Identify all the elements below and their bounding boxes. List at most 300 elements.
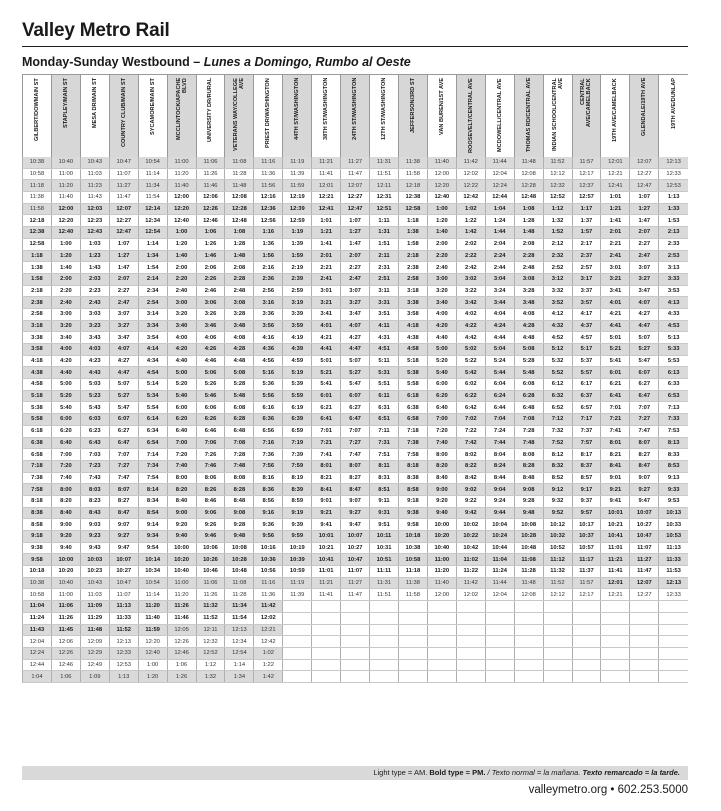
- time-cell: 4:26: [196, 344, 225, 356]
- time-cell: 7:23: [80, 460, 109, 472]
- time-cell: 7:44: [485, 437, 514, 449]
- station-header: [370, 75, 399, 158]
- time-cell: 12:24: [23, 647, 52, 659]
- time-cell: 3:40: [427, 297, 456, 309]
- time-cell: 3:07: [630, 262, 659, 274]
- time-cell: 8:18: [398, 460, 427, 472]
- time-cell: 9:43: [80, 542, 109, 554]
- time-cell: 7:58: [23, 484, 52, 496]
- time-cell: 11:47: [109, 192, 138, 204]
- time-cell: [312, 601, 341, 613]
- time-cell: [456, 636, 485, 648]
- time-cell: 12:40: [427, 192, 456, 204]
- time-cell: 11:23: [80, 180, 109, 192]
- time-cell: 12:42: [254, 636, 283, 648]
- time-cell: 9:39: [283, 519, 312, 531]
- time-cell: 7:40: [427, 437, 456, 449]
- time-cell: 2:36: [254, 273, 283, 285]
- time-cell: [659, 601, 688, 613]
- time-cell: 8:13: [659, 437, 688, 449]
- time-cell: 4:20: [167, 344, 196, 356]
- time-cell: 7:37: [572, 425, 601, 437]
- time-cell: 10:43: [80, 157, 109, 168]
- title-rule: [22, 46, 688, 47]
- time-cell: 7:48: [514, 437, 543, 449]
- time-cell: 2:00: [427, 238, 456, 250]
- time-cell: 2:04: [485, 238, 514, 250]
- time-cell: 3:20: [51, 320, 80, 332]
- time-cell: 5:01: [601, 332, 630, 344]
- time-cell: 7:42: [456, 437, 485, 449]
- time-cell: 8:48: [225, 495, 254, 507]
- time-cell: [427, 659, 456, 671]
- time-cell: 6:58: [23, 449, 52, 461]
- time-cell: 7:54: [138, 472, 167, 484]
- time-cell: 11:21: [601, 554, 630, 566]
- time-cell: 11:03: [80, 589, 109, 601]
- time-cell: 12:57: [572, 192, 601, 204]
- time-cell: 4:40: [167, 355, 196, 367]
- time-cell: 7:21: [601, 414, 630, 426]
- time-cell: 1:31: [370, 227, 399, 239]
- time-cell: 6:14: [138, 414, 167, 426]
- westbound-timetable: [22, 74, 688, 683]
- table-row: [23, 308, 689, 320]
- time-cell: 10:21: [601, 519, 630, 531]
- time-cell: 1:40: [51, 262, 80, 274]
- time-cell: 3:27: [630, 273, 659, 285]
- time-cell: 8:37: [572, 460, 601, 472]
- time-cell: 9:06: [196, 507, 225, 519]
- time-cell: 5:27: [630, 344, 659, 356]
- time-cell: 7:08: [514, 414, 543, 426]
- station-header: [659, 75, 688, 158]
- time-cell: 3:41: [312, 308, 341, 320]
- time-cell: 4:07: [341, 320, 370, 332]
- time-cell: 10:24: [485, 531, 514, 543]
- time-cell: 7:31: [370, 437, 399, 449]
- time-cell: 9:27: [109, 531, 138, 543]
- time-cell: 4:36: [254, 344, 283, 356]
- time-cell: 11:48: [225, 180, 254, 192]
- time-cell: 6:56: [254, 425, 283, 437]
- time-cell: 8:47: [341, 484, 370, 496]
- time-cell: 8:40: [167, 495, 196, 507]
- time-cell: [341, 647, 370, 659]
- time-cell: 11:09: [80, 601, 109, 613]
- time-cell: 6:20: [167, 414, 196, 426]
- time-cell: [572, 601, 601, 613]
- time-cell: 11:48: [80, 624, 109, 636]
- station-header: [543, 75, 572, 158]
- time-cell: [514, 659, 543, 671]
- time-cell: 4:19: [283, 332, 312, 344]
- time-cell: 5:41: [312, 379, 341, 391]
- time-cell: 1:58: [23, 273, 52, 285]
- time-cell: 1:48: [514, 227, 543, 239]
- time-cell: 12:17: [572, 168, 601, 180]
- time-cell: 2:44: [485, 262, 514, 274]
- time-cell: 2:01: [312, 250, 341, 262]
- time-cell: 11:04: [23, 601, 52, 613]
- time-cell: 11:54: [138, 192, 167, 204]
- time-cell: 12:28: [225, 203, 254, 215]
- table-row: [23, 168, 689, 180]
- time-cell: 2:43: [80, 297, 109, 309]
- time-cell: 12:05: [167, 624, 196, 636]
- legend-bold-italic: Texto remarcado = la tarde.: [582, 768, 680, 777]
- time-cell: 11:22: [456, 566, 485, 578]
- time-cell: 2:02: [456, 238, 485, 250]
- time-cell: 12:34: [225, 636, 254, 648]
- time-cell: 9:37: [572, 495, 601, 507]
- table-row: [23, 180, 689, 192]
- time-cell: [572, 659, 601, 671]
- time-cell: 3:11: [370, 285, 399, 297]
- time-cell: [456, 659, 485, 671]
- time-cell: 6:11: [370, 390, 399, 402]
- time-cell: [398, 671, 427, 683]
- time-cell: 10:38: [398, 542, 427, 554]
- time-cell: 11:01: [312, 566, 341, 578]
- time-cell: [427, 624, 456, 636]
- time-cell: 10:21: [312, 542, 341, 554]
- time-cell: 11:20: [427, 566, 456, 578]
- time-cell: 11:38: [398, 157, 427, 168]
- time-cell: 11:42: [456, 157, 485, 168]
- time-cell: 1:09: [80, 671, 109, 683]
- time-cell: 10:33: [659, 519, 688, 531]
- time-cell: 1:14: [138, 238, 167, 250]
- time-cell: 1:13: [109, 671, 138, 683]
- time-cell: 7:19: [283, 437, 312, 449]
- time-cell: 2:51: [370, 273, 399, 285]
- time-cell: 7:57: [572, 437, 601, 449]
- time-cell: 8:23: [80, 495, 109, 507]
- time-cell: 3:21: [312, 297, 341, 309]
- time-cell: 11:45: [51, 624, 80, 636]
- time-cell: 6:07: [341, 390, 370, 402]
- time-cell: 8:11: [370, 460, 399, 472]
- time-cell: 1:27: [341, 227, 370, 239]
- time-cell: 11:48: [514, 577, 543, 589]
- time-cell: 6:17: [572, 379, 601, 391]
- time-cell: 1:22: [456, 215, 485, 227]
- time-cell: 12:20: [167, 203, 196, 215]
- time-cell: 12:01: [601, 577, 630, 589]
- time-cell: 12:33: [659, 589, 688, 601]
- time-cell: 4:37: [572, 320, 601, 332]
- time-cell: 4:39: [283, 344, 312, 356]
- time-cell: 12:40: [138, 647, 167, 659]
- legend-light: Light type = AM.: [373, 768, 430, 777]
- time-cell: 5:58: [398, 379, 427, 391]
- time-cell: 1:38: [398, 227, 427, 239]
- time-cell: 11:34: [225, 601, 254, 613]
- time-cell: 6:43: [80, 437, 109, 449]
- time-cell: 8:18: [23, 495, 52, 507]
- station-name: JEFFERSON/3RD ST: [409, 78, 416, 134]
- table-row: [23, 636, 689, 648]
- time-cell: 12:58: [23, 238, 52, 250]
- time-cell: 6:46: [196, 425, 225, 437]
- station-name: 44TH ST/WASHINGTON: [294, 78, 301, 141]
- time-cell: 10:56: [254, 566, 283, 578]
- time-cell: 8:38: [398, 472, 427, 484]
- time-cell: 8:31: [370, 472, 399, 484]
- time-cell: 12:41: [312, 203, 341, 215]
- time-cell: 1:06: [196, 227, 225, 239]
- time-cell: 6:47: [341, 414, 370, 426]
- time-cell: 1:20: [427, 215, 456, 227]
- time-cell: 7:17: [572, 414, 601, 426]
- time-cell: 9:14: [138, 519, 167, 531]
- time-cell: 9:07: [630, 472, 659, 484]
- time-cell: 1:28: [225, 238, 254, 250]
- time-cell: 4:48: [225, 355, 254, 367]
- time-cell: [398, 647, 427, 659]
- time-cell: 8:59: [283, 495, 312, 507]
- time-cell: 11:46: [167, 612, 196, 624]
- time-cell: 12:07: [630, 577, 659, 589]
- time-cell: [630, 601, 659, 613]
- time-cell: 11:40: [427, 157, 456, 168]
- time-cell: 10:41: [312, 554, 341, 566]
- time-cell: 2:18: [398, 250, 427, 262]
- time-cell: 11:26: [196, 589, 225, 601]
- time-cell: 7:51: [370, 449, 399, 461]
- time-cell: [456, 671, 485, 683]
- time-cell: 2:48: [225, 285, 254, 297]
- time-cell: 2:06: [196, 262, 225, 274]
- station-header: [601, 75, 630, 158]
- time-cell: 12:08: [514, 168, 543, 180]
- time-cell: 11:40: [138, 612, 167, 624]
- time-cell: 7:33: [659, 414, 688, 426]
- time-cell: 2:28: [225, 273, 254, 285]
- time-cell: 10:47: [341, 554, 370, 566]
- time-cell: 4:27: [341, 332, 370, 344]
- time-cell: 12:00: [51, 203, 80, 215]
- time-cell: 2:57: [572, 262, 601, 274]
- time-cell: [370, 601, 399, 613]
- time-cell: 4:38: [23, 367, 52, 379]
- time-cell: 9:51: [370, 519, 399, 531]
- time-cell: 4:01: [312, 320, 341, 332]
- time-cell: [543, 647, 572, 659]
- table-row: [23, 344, 689, 356]
- time-cell: 11:33: [659, 554, 688, 566]
- time-cell: 8:46: [196, 495, 225, 507]
- time-cell: 7:13: [659, 402, 688, 414]
- time-cell: 9:36: [254, 519, 283, 531]
- time-cell: 4:00: [427, 308, 456, 320]
- time-cell: [572, 624, 601, 636]
- time-cell: 5:03: [80, 379, 109, 391]
- time-cell: 1:32: [543, 215, 572, 227]
- time-cell: 6:34: [138, 425, 167, 437]
- time-cell: 6:00: [427, 379, 456, 391]
- time-cell: 3:28: [225, 308, 254, 320]
- time-cell: 12:11: [370, 180, 399, 192]
- time-cell: [370, 671, 399, 683]
- time-cell: 6:13: [659, 367, 688, 379]
- time-cell: 9:58: [398, 519, 427, 531]
- time-cell: [659, 612, 688, 624]
- time-cell: 9:34: [138, 531, 167, 543]
- time-cell: 5:24: [485, 355, 514, 367]
- station-header: [23, 75, 52, 158]
- table-row: [23, 238, 689, 250]
- time-cell: [398, 636, 427, 648]
- time-cell: 8:20: [167, 484, 196, 496]
- time-cell: 6:16: [254, 402, 283, 414]
- time-cell: [283, 601, 312, 613]
- time-cell: 10:03: [80, 554, 109, 566]
- time-cell: 2:11: [370, 250, 399, 262]
- time-cell: 7:53: [659, 425, 688, 437]
- time-cell: 11:02: [456, 554, 485, 566]
- table-row: [23, 531, 689, 543]
- time-cell: 6:40: [51, 437, 80, 449]
- time-cell: [456, 601, 485, 613]
- station-header: [138, 75, 167, 158]
- time-cell: 8:27: [109, 495, 138, 507]
- time-cell: 8:07: [341, 460, 370, 472]
- time-cell: 8:20: [427, 460, 456, 472]
- time-cell: 12:32: [196, 636, 225, 648]
- time-cell: 9:22: [456, 495, 485, 507]
- time-cell: 7:39: [283, 449, 312, 461]
- time-cell: [485, 647, 514, 659]
- time-cell: 7:16: [254, 437, 283, 449]
- time-cell: 1:59: [283, 250, 312, 262]
- time-cell: 8:58: [398, 484, 427, 496]
- station-header: [427, 75, 456, 158]
- time-cell: 1:14: [225, 659, 254, 671]
- time-cell: 8:41: [601, 460, 630, 472]
- time-cell: 8:36: [254, 484, 283, 496]
- time-cell: 4:47: [630, 320, 659, 332]
- time-cell: 2:40: [51, 297, 80, 309]
- time-cell: 6:07: [630, 367, 659, 379]
- time-cell: 3:17: [572, 273, 601, 285]
- time-cell: 12:49: [80, 659, 109, 671]
- time-cell: [485, 601, 514, 613]
- time-cell: 8:52: [543, 472, 572, 484]
- time-cell: 6:27: [341, 402, 370, 414]
- time-cell: 8:00: [427, 449, 456, 461]
- time-cell: 9:21: [312, 507, 341, 519]
- time-cell: 7:00: [427, 414, 456, 426]
- time-cell: [630, 636, 659, 648]
- table-row: [23, 215, 689, 227]
- time-cell: 3:40: [167, 320, 196, 332]
- time-cell: 10:53: [659, 531, 688, 543]
- time-cell: 11:26: [196, 168, 225, 180]
- time-cell: [312, 612, 341, 624]
- time-cell: 9:47: [630, 495, 659, 507]
- time-cell: 3:42: [456, 297, 485, 309]
- time-cell: 1:43: [80, 262, 109, 274]
- time-cell: 6:12: [543, 379, 572, 391]
- time-cell: 11:47: [341, 589, 370, 601]
- time-cell: 1:44: [485, 227, 514, 239]
- time-cell: 11:04: [485, 554, 514, 566]
- time-cell: 9:53: [659, 495, 688, 507]
- time-cell: 7:46: [196, 460, 225, 472]
- station-name: ROOSEVELT/CENTRAL AVE: [467, 78, 474, 153]
- time-cell: 8:41: [312, 484, 341, 496]
- table-row: [23, 297, 689, 309]
- time-cell: 1:42: [456, 227, 485, 239]
- time-cell: 10:57: [572, 542, 601, 554]
- time-cell: 5:20: [427, 355, 456, 367]
- time-cell: 10:58: [398, 554, 427, 566]
- time-cell: 6:32: [543, 390, 572, 402]
- time-cell: 3:51: [370, 308, 399, 320]
- time-cell: 4:33: [659, 308, 688, 320]
- time-cell: 3:01: [601, 262, 630, 274]
- station-header: [341, 75, 370, 158]
- time-cell: 3:21: [601, 273, 630, 285]
- time-cell: 12:22: [456, 180, 485, 192]
- time-cell: 10:01: [601, 507, 630, 519]
- time-cell: 9:41: [312, 519, 341, 531]
- time-cell: [341, 612, 370, 624]
- time-cell: 8:47: [109, 507, 138, 519]
- time-cell: [398, 612, 427, 624]
- table-row: [23, 203, 689, 215]
- time-cell: 6:06: [196, 402, 225, 414]
- time-cell: 2:47: [341, 273, 370, 285]
- time-cell: 4:42: [456, 332, 485, 344]
- time-cell: 11:48: [514, 157, 543, 168]
- time-cell: 1:47: [341, 238, 370, 250]
- time-cell: 2:27: [341, 262, 370, 274]
- time-cell: 2:13: [659, 227, 688, 239]
- time-cell: 4:31: [370, 332, 399, 344]
- time-cell: 1:00: [427, 203, 456, 215]
- time-cell: 9:48: [514, 507, 543, 519]
- time-cell: 10:22: [456, 531, 485, 543]
- time-cell: 4:27: [109, 355, 138, 367]
- time-cell: 11:08: [225, 157, 254, 168]
- time-cell: 4:03: [80, 344, 109, 356]
- time-cell: 12:51: [370, 203, 399, 215]
- time-cell: [630, 647, 659, 659]
- time-cell: [601, 601, 630, 613]
- time-cell: 2:01: [601, 227, 630, 239]
- time-cell: 9:42: [456, 507, 485, 519]
- station-name: 12TH ST/WASHINGTON: [381, 78, 388, 141]
- time-cell: 1:06: [167, 659, 196, 671]
- time-cell: 12:21: [601, 589, 630, 601]
- time-cell: [601, 636, 630, 648]
- time-cell: 12:13: [225, 624, 254, 636]
- time-cell: 1:18: [398, 215, 427, 227]
- time-cell: 10:31: [370, 542, 399, 554]
- time-cell: 7:20: [427, 425, 456, 437]
- time-cell: 11:52: [196, 612, 225, 624]
- time-cell: [572, 636, 601, 648]
- time-cell: 6:38: [23, 437, 52, 449]
- time-cell: 8:48: [514, 472, 543, 484]
- time-cell: 5:37: [572, 355, 601, 367]
- time-cell: 11:41: [312, 168, 341, 180]
- station-name: VAN BUREN/1ST AVE: [438, 78, 445, 136]
- time-cell: [572, 671, 601, 683]
